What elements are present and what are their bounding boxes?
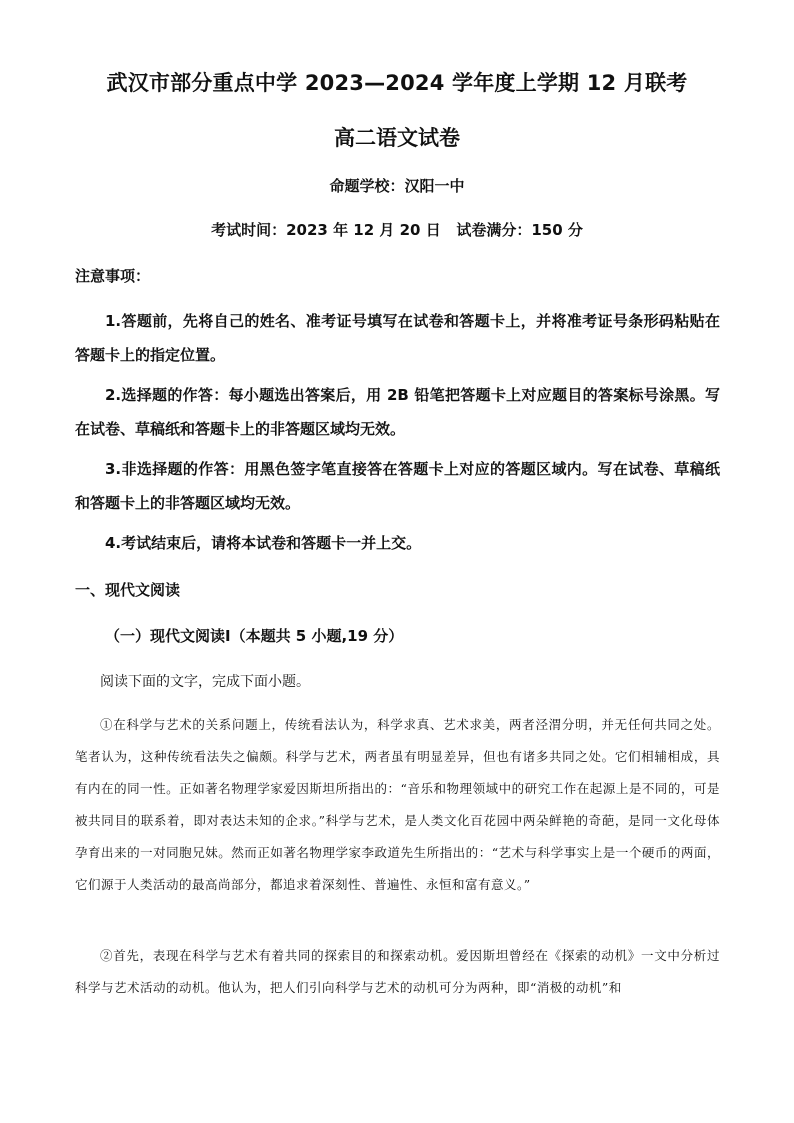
exam-school: 命题学校：汉阳一中 <box>329 177 465 195</box>
subsection-heading: （一）现代文阅读Ⅰ（本题共 5 小题,19 分） <box>105 627 404 645</box>
exam-info: 考试时间：2023 年 12 月 20 日 试卷满分：150 分 <box>211 221 583 239</box>
reading-instruction: 阅读下面的文字，完成下面小题。 <box>100 674 310 690</box>
passage-paragraph-2: ②首先，表现在科学与艺术有着共同的探索目的和探索动机。爱因斯坦曾经在《探索的动机》一文中分析过科学与艺术活动的动机。他认为，把人们引向科学与艺术的动机可分为两种，即“消极的动机”和 <box>75 948 720 995</box>
notice-item-2: 2.选择题的作答：每小题选出答案后，用 2B 铅笔把答题卡上对应题目的答案标号涂黑。写在试卷、草稿纸和答题卡上的非答题区域均无效。 <box>75 386 720 438</box>
section-heading: 一、现代文阅读 <box>75 581 181 599</box>
notice-item-3: 3.非选择题的作答：用黑色签字笔直接答在答题卡上对应的答题区域内。写在试卷、草稿纸和答题卡上的非答题区域均无效。 <box>75 460 720 512</box>
passage-paragraph-1: ①在科学与艺术的关系问题上，传统看法认为，科学求真、艺术求美，两者泾渭分明，并无任何共同之处。笔者认为，这种传统看法失之偏颇。科学与艺术，两者虽有明显差异，但也有诸多共同之处。它们相辅相成，具有内在的同一性。正如著名物理学家爱因斯坦所指出的：“音乐和物理领域中的研究工作在起源上是不同的，可是被共同目的联系着，即对表达未知的企求。”科学与艺术，是人类文化百花园中两朵鲜艳的奇葩，是同一文化母体孕育出来的一对同胞兄妹。然而正如著名物理学家李政道先生所指出的：“艺术与科学事实上是一个硬币的两面，它们源于人类活动的最高尚部分，都追求着深刻性、普遍性、永恒和富有意义。” <box>75 717 720 892</box>
notice-item-1: 1.答题前，先将自己的姓名、准考证号填写在试卷和答题卡上，并将准考证号条形码粘贴在答题卡上的指定位置。 <box>75 312 720 364</box>
exam-title: 武汉市部分重点中学 2023—2024 学年度上学期 12 月联考 <box>106 71 688 95</box>
notice-item-4: 4.考试结束后，请将本试卷和答题卡一并上交。 <box>105 534 422 552</box>
exam-subtitle: 高二语文试卷 <box>334 126 460 150</box>
notice-heading: 注意事项： <box>75 267 151 285</box>
